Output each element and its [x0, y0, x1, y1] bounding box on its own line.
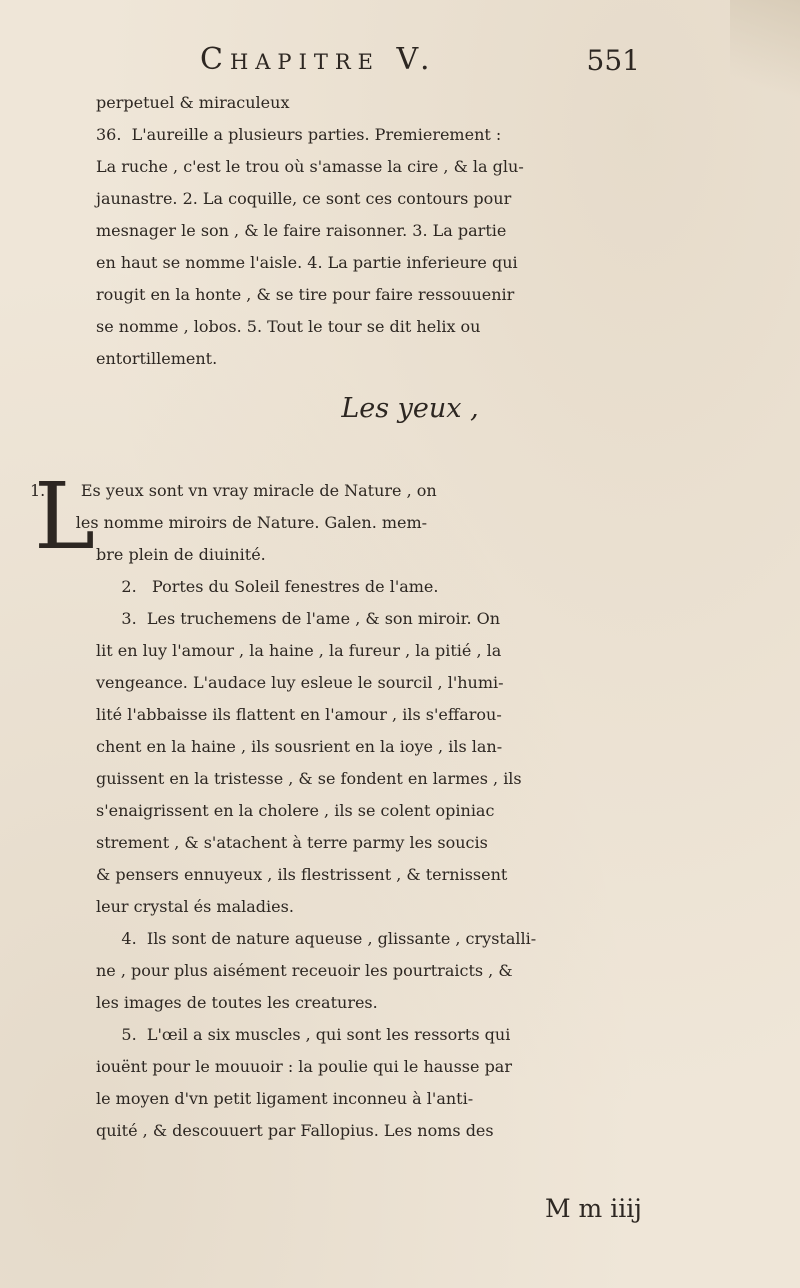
text-line: lité l'abbaisse ils flattent en l'amour , ils s'effarou-: [96, 705, 502, 724]
text-line: 36. L'aureille a plusieurs parties. Premierement :: [96, 125, 502, 144]
text-line: chent en la haine , ils sousrient en la ioye , ils lan-: [96, 737, 503, 756]
text-line: 4. Ils sont de nature aqueuse , glissante , crystalli-: [96, 929, 537, 948]
text-line: mesnager le son , & le faire raisonner. 3. La partie: [96, 221, 507, 240]
text-line: 2. Portes du Soleil fenestres de l'ame.: [96, 577, 439, 596]
text-line: lit en luy l'amour , la haine , la fureur , la pitié , la: [96, 641, 502, 660]
text-line: les nomme miroirs de Nature. Galen. mem-: [30, 513, 428, 532]
signature-catchword: M m iiij: [545, 1194, 642, 1223]
text-line: strement , & s'atachent à terre parmy les soucis: [96, 833, 488, 852]
text-line: perpetuel & miraculeux: [96, 93, 290, 112]
text-line: bre plein de diuinité.: [96, 545, 266, 564]
text-line: iouënt pour le mouuoir : la poulie qui le hausse par: [96, 1057, 512, 1076]
text-line: s'enaigrissent en la cholere , ils se colent opiniac: [96, 801, 495, 820]
drop-cap: L: [34, 463, 96, 570]
text-line: 1. Es yeux sont vn vray miracle de Nature , on: [30, 481, 437, 500]
text-line: rougit en la honte , & se tire pour faire ressouuenir: [96, 285, 515, 304]
text-line: ne , pour plus aisément receuoir les pourtraicts , &: [96, 961, 513, 980]
text-line: 5. L'œil a six muscles , qui sont les ressorts qui: [96, 1025, 511, 1044]
text-line: jaunastre. 2. La coquille, ce sont ces contours pour: [96, 189, 512, 208]
text-line: leur crystal és maladies.: [96, 897, 294, 916]
running-head: [200, 40, 640, 84]
page-number: 551: [586, 44, 640, 77]
text-line: vengeance. L'audace luy esleue le sourcil , l'humi-: [96, 673, 504, 692]
text-line: quité , & descouuert par Fallopius. Les noms des: [96, 1121, 494, 1140]
text-line: se nomme , lobos. 5. Tout le tour se dit helix ou: [96, 317, 481, 336]
text-line: La ruche , c'est le trou où s'amasse la cire , & la glu-: [96, 157, 524, 176]
text-line: entortillement.: [96, 349, 218, 368]
text-line: les images de toutes les creatures.: [96, 993, 378, 1012]
text-line: en haut se nomme l'aisle. 4. La partie inferieure qui: [96, 253, 518, 272]
text-line: guissent en la tristesse , & se fondent en larmes , ils: [96, 769, 522, 788]
chapter-title: Chapitre V.: [200, 42, 437, 77]
section-heading: Les yeux ,: [341, 393, 479, 424]
text-line: le moyen d'vn petit ligament inconneu à l'anti-: [96, 1089, 474, 1108]
text-line: & pensers ennuyeux , ils flestrissent , & ternissent: [96, 865, 508, 884]
text-line: 3. Les truchemens de l'ame , & son miroir. On: [96, 609, 501, 628]
